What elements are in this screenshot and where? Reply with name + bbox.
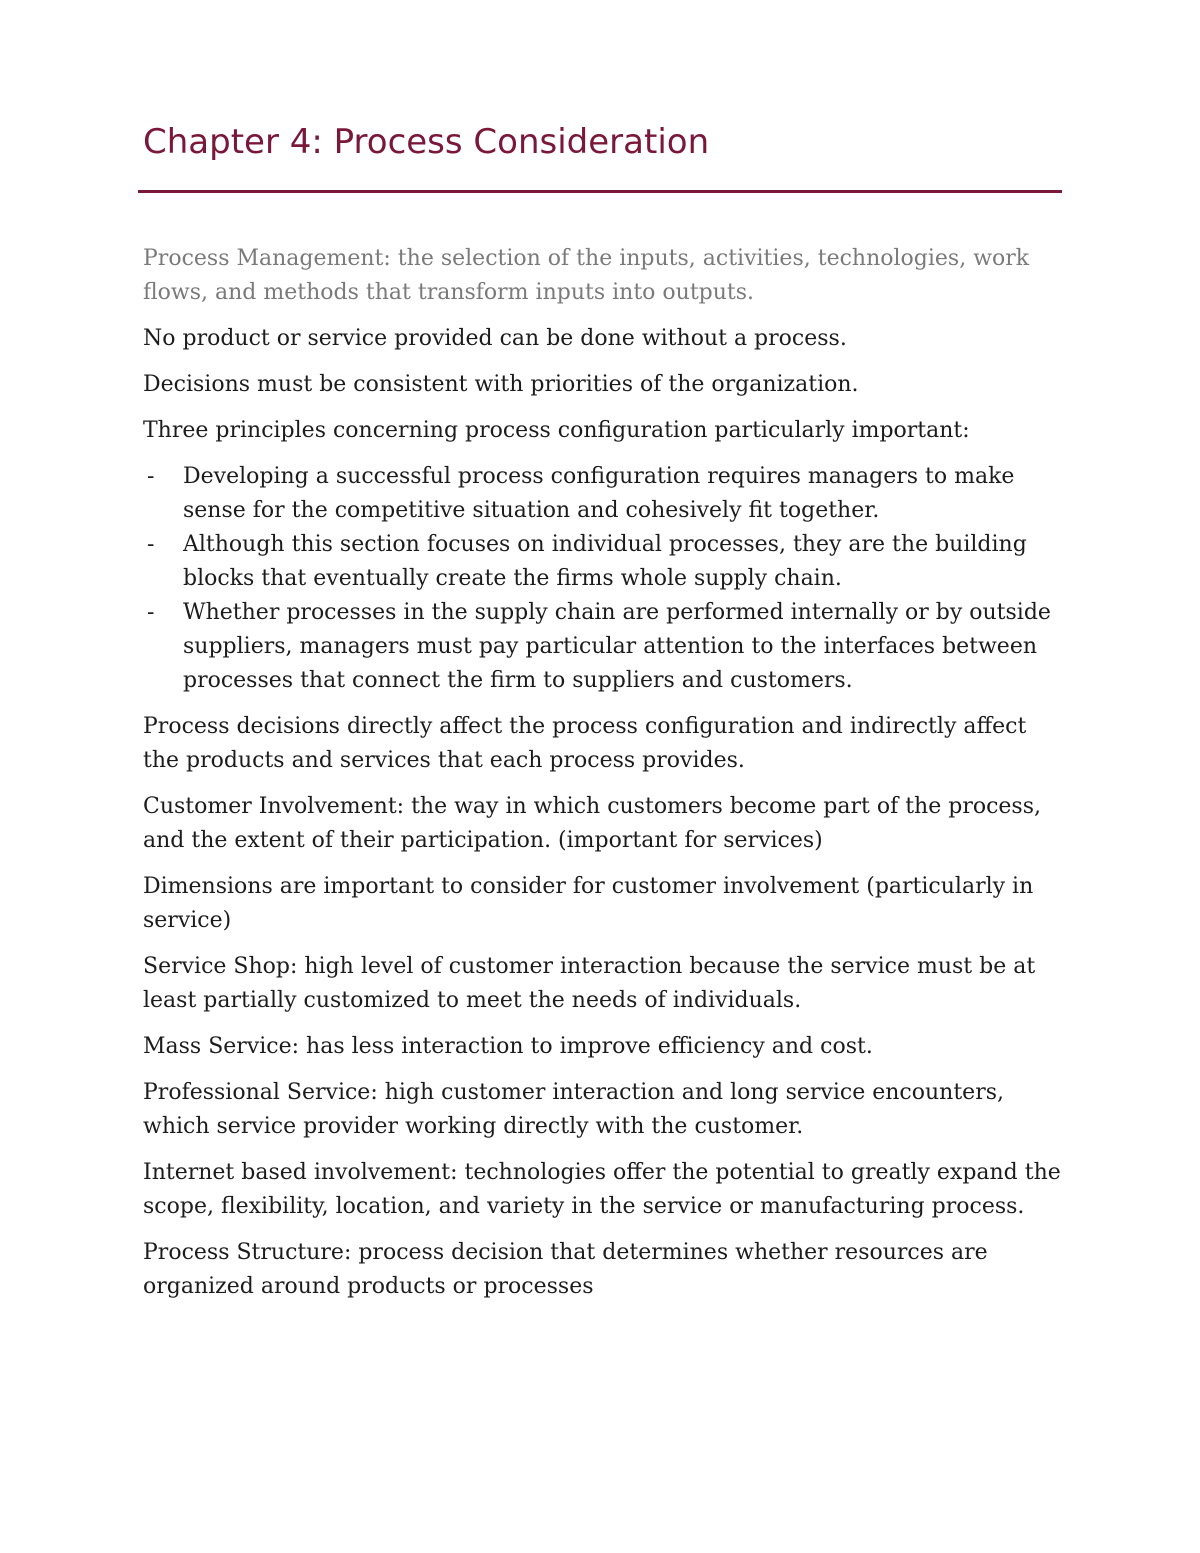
paragraph-process-decisions: Process decisions directly affect the process configuration and indirectly affect the products and services that each process provides. [143,714,1027,773]
list-item-text: Whether processes in the supply chain are performed internally or by outside suppliers, managers must pay particular attention to the interfaces between processes that connect the firm to suppliers and customers. [183,600,1051,693]
paragraph-service-shop: Service Shop: high level of customer interaction because the service must be at least partially customized to meet the needs of individuals. [143,954,1036,1013]
paragraph-three-principles: Three principles concerning process configuration particularly important: [143,418,970,443]
paragraph-decisions: Decisions must be consistent with priorities of the organization. [143,372,859,397]
paragraph-customer-involvement: Customer Involvement: the way in which customers become part of the process, and the extent of their participation. (important for services) [143,794,1041,853]
paragraph-professional-service: Professional Service: high customer interaction and long service encounters, which service provider working directly with the customer. [143,1080,1004,1139]
list-item-text: Although this section focuses on individual processes, they are the building blocks that eventually create the firms whole supply chain. [183,532,1027,591]
list-item [143,460,1063,528]
paragraph-no-product: No product or service provided can be done without a process. [143,326,847,351]
list-item [143,528,1063,596]
paragraph-internet-involvement: Internet based involvement: technologies offer the potential to greatly expand the scope, flexibility, location, and variety in the service or manufacturing process. [143,1160,1061,1219]
list-item-text: Developing a successful process configuration requires managers to make sense for the competitive situation and cohesively fit together. [183,464,1015,523]
chapter-title: Chapter 4: Process Consideration [143,122,710,162]
paragraph-dimensions: Dimensions are important to consider for customer involvement (particularly in service) [143,874,1034,933]
document-body [143,242,1063,1316]
principles-list [143,460,1063,698]
paragraph-process-structure: Process Structure: process decision that determines whether resources are organized around products or processes [143,1240,988,1299]
bullet-dash: - [147,532,155,557]
paragraph-mass-service: Mass Service: has less interaction to improve efficiency and cost. [143,1034,873,1059]
title-underline [138,190,1062,193]
bullet-dash: - [147,600,155,625]
bullet-dash: - [147,464,155,489]
list-item [143,596,1063,698]
paragraph-process-management: Process Management: the selection of the inputs, activities, technologies, work flows, and methods that transform inputs into outputs. [143,246,1030,305]
